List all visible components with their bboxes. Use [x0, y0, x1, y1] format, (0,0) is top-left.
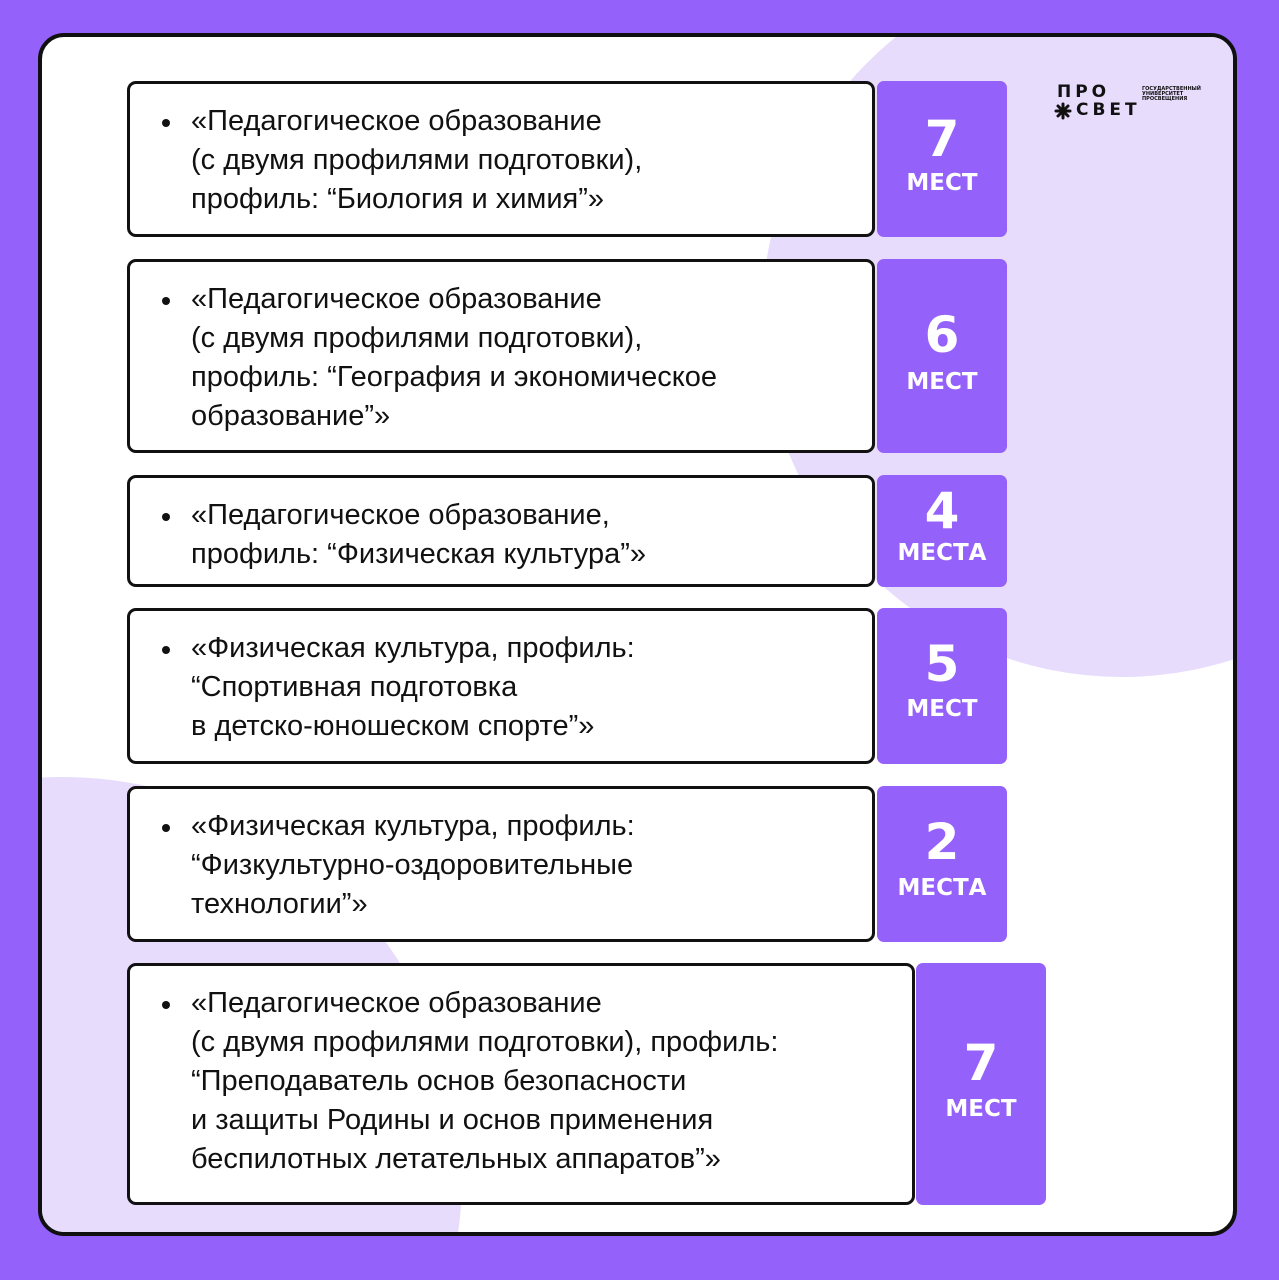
program-name: «Физическая культура, профиль: “Спортивная подготовка в детско-юношеском спорте”» — [191, 632, 635, 742]
program-name: «Физическая культура, профиль: “Физкультурно-оздоровительные технологии”» — [191, 810, 635, 920]
bullet-point — [162, 646, 170, 654]
program-name: «Педагогическое образование (с двумя профилями подготовки), профиль: “Преподаватель основ безопасности и защиты Родины и основ применения беспилотных летательных аппаратов”» — [191, 987, 779, 1175]
program-name: «Педагогическое образование (с двумя профилями подготовки), профиль: “География и экономическое образование”» — [191, 283, 717, 432]
places-count: 5 — [924, 635, 960, 693]
prosvet-logo — [1054, 82, 1201, 123]
star-icon — [1054, 102, 1072, 120]
places-unit: МЕСТА — [897, 540, 987, 566]
places-unit: МЕСТ — [906, 369, 978, 395]
places-badge — [877, 786, 1007, 942]
logo-text-line2: СВЕТ — [1076, 100, 1141, 120]
places-count: 7 — [963, 1034, 999, 1092]
program-item — [127, 963, 915, 1205]
program-item — [127, 608, 875, 764]
logo-caption: ГОСУДАРСТВЕННЫЙ УНИВЕРСИТЕТ ПРОСВЕЩЕНИЯ — [1142, 86, 1201, 102]
places-badge — [877, 259, 1007, 453]
logo-text-line1: ПРО — [1057, 82, 1111, 102]
program-item — [127, 81, 875, 237]
bullet-point — [162, 513, 170, 521]
places-badge — [877, 608, 1007, 764]
program-item — [127, 259, 875, 453]
content-card — [38, 33, 1237, 1236]
places-count: 6 — [924, 306, 960, 364]
places-count: 4 — [924, 482, 960, 540]
bullet-point — [162, 1001, 170, 1009]
bullet-point — [162, 824, 170, 832]
places-badge — [877, 475, 1007, 587]
places-unit: МЕСТ — [945, 1096, 1017, 1122]
places-unit: МЕСТ — [906, 696, 978, 722]
program-name: «Педагогическое образование (с двумя профилями подготовки), профиль: “Биология и химия”» — [191, 105, 643, 215]
program-name: «Педагогическое образование, профиль: “Физическая культура”» — [191, 499, 646, 570]
places-badge — [916, 963, 1046, 1205]
places-unit: МЕСТА — [897, 875, 987, 901]
program-item — [127, 475, 875, 587]
places-count: 7 — [924, 110, 960, 168]
places-unit: МЕСТ — [906, 170, 978, 196]
places-count: 2 — [924, 813, 960, 871]
places-badge — [877, 81, 1007, 237]
bullet-point — [162, 297, 170, 305]
program-item — [127, 786, 875, 942]
bullet-point — [162, 119, 170, 127]
